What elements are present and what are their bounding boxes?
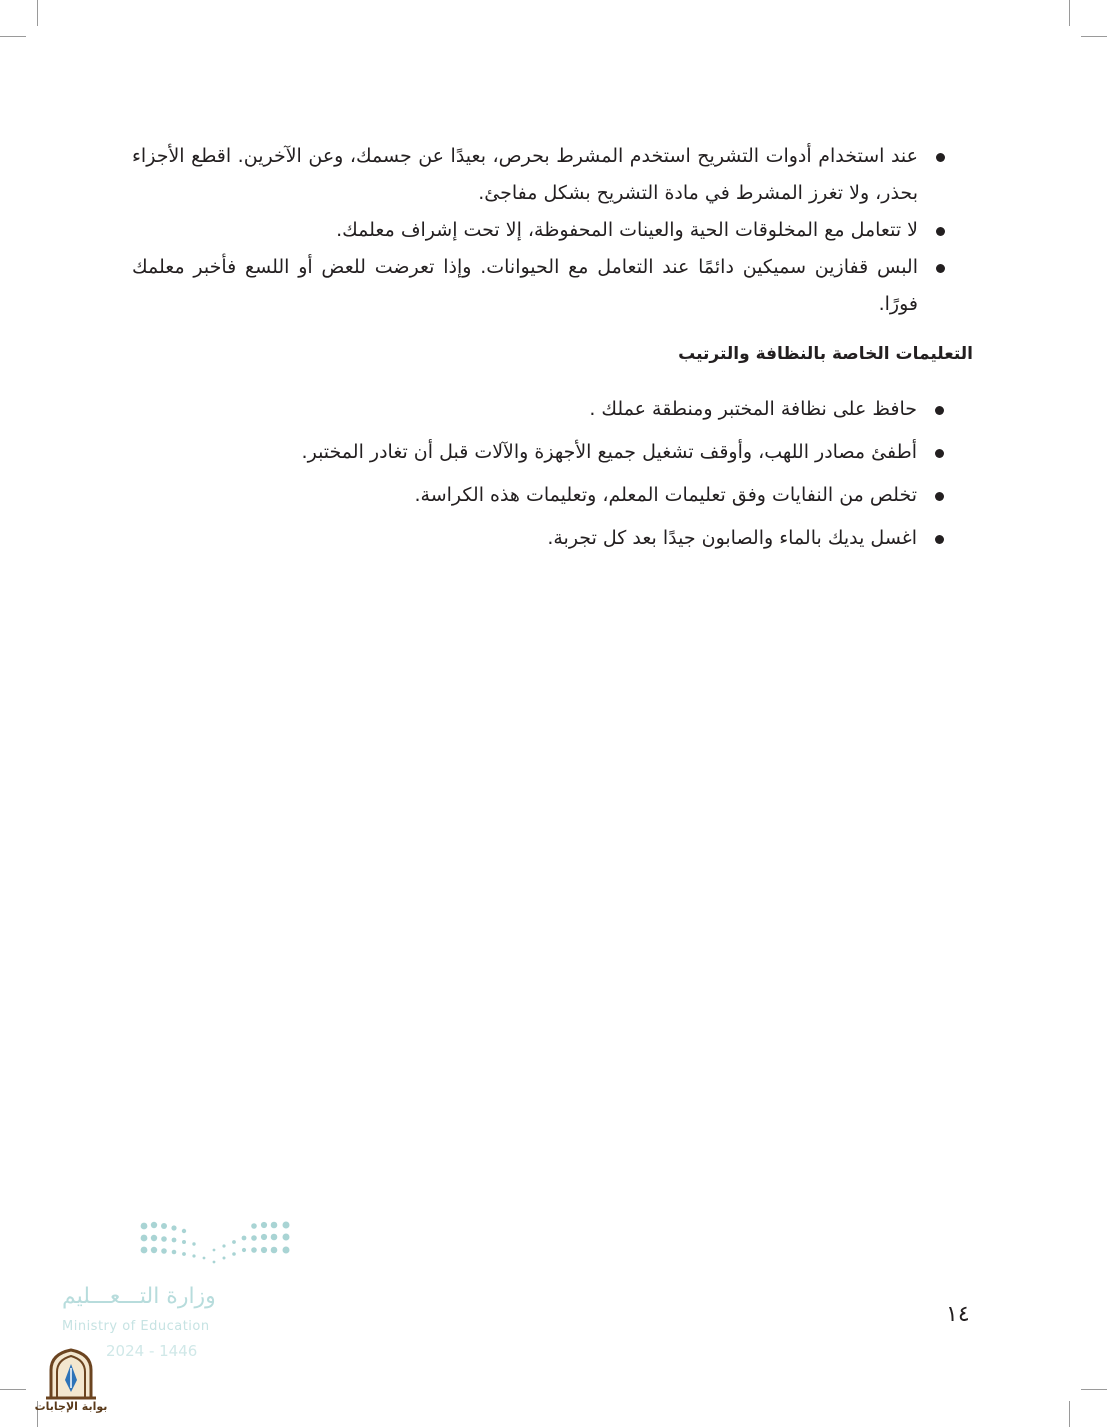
bullet-icon xyxy=(935,449,944,458)
crop-mark xyxy=(0,36,26,37)
list-item xyxy=(132,249,918,323)
list-item-text: عند استخدام أدوات التشريح استخدم المشرط بحرص، بعيدًا عن جسمك، وعن الآخرين. اقطع الأجزاء بحذر، ولا تغرز المشرط في مادة التشريح بشكل مفاجئ. xyxy=(132,145,918,204)
crop-mark xyxy=(1081,1389,1107,1390)
crop-mark xyxy=(1081,36,1107,37)
bullet-icon xyxy=(935,492,944,501)
list-item xyxy=(132,212,918,249)
bullet-icon xyxy=(936,264,945,273)
list-item xyxy=(217,431,917,474)
section-heading: التعليمات الخاصة بالنظافة والترتيب xyxy=(678,344,973,364)
list-item-text: أطفئ مصادر اللهب، وأوقف تشغيل جميع الأجهزة والآلات قبل أن تغادر المختبر. xyxy=(301,441,917,463)
ministry-logo xyxy=(60,1218,300,1368)
mosque-dome-icon xyxy=(34,1348,108,1400)
list-item-text: حافظ على نظافة المختبر ومنطقة عملك . xyxy=(589,398,917,420)
ministry-name-english: Ministry of Education xyxy=(62,1319,210,1334)
ministry-name-arabic: وزارة التـــعـــليم xyxy=(62,1284,216,1309)
list-item xyxy=(217,474,917,517)
bullet-icon xyxy=(936,153,945,162)
list-item-text: لا تتعامل مع المخلوقات الحية والعينات المحفوظة، إلا تحت إشراف معلمك. xyxy=(336,219,918,241)
list-item xyxy=(217,388,917,431)
answers-portal-logo xyxy=(34,1348,108,1418)
bullet-icon xyxy=(935,406,944,415)
ministry-dots-icon xyxy=(138,1218,294,1272)
page-number: ١٤ xyxy=(946,1302,970,1327)
crop-mark xyxy=(1069,0,1070,26)
bullet-icon xyxy=(936,227,945,236)
portal-label: بوابة الإجابات xyxy=(34,1400,108,1413)
list-item-text: اغسل يديك بالماء والصابون جيدًا بعد كل تجربة. xyxy=(547,527,917,549)
list-item xyxy=(217,517,917,560)
crop-mark xyxy=(1069,1401,1070,1427)
safety-instructions xyxy=(132,138,918,323)
bullet-icon xyxy=(935,535,944,544)
crop-mark xyxy=(37,0,38,26)
list-item xyxy=(132,138,918,212)
list-item-text: البس قفازين سميكين دائمًا عند التعامل مع الحيوانات. وإذا تعرضت للعض أو اللسع فأخبر معلمك فورًا. xyxy=(132,256,918,315)
list-item-text: تخلص من النفايات وفق تعليمات المعلم، وتعليمات هذه الكراسة. xyxy=(414,484,917,506)
ministry-year: 2024 - 1446 xyxy=(106,1342,198,1360)
cleanliness-instructions xyxy=(217,388,917,560)
crop-mark xyxy=(0,1389,26,1390)
